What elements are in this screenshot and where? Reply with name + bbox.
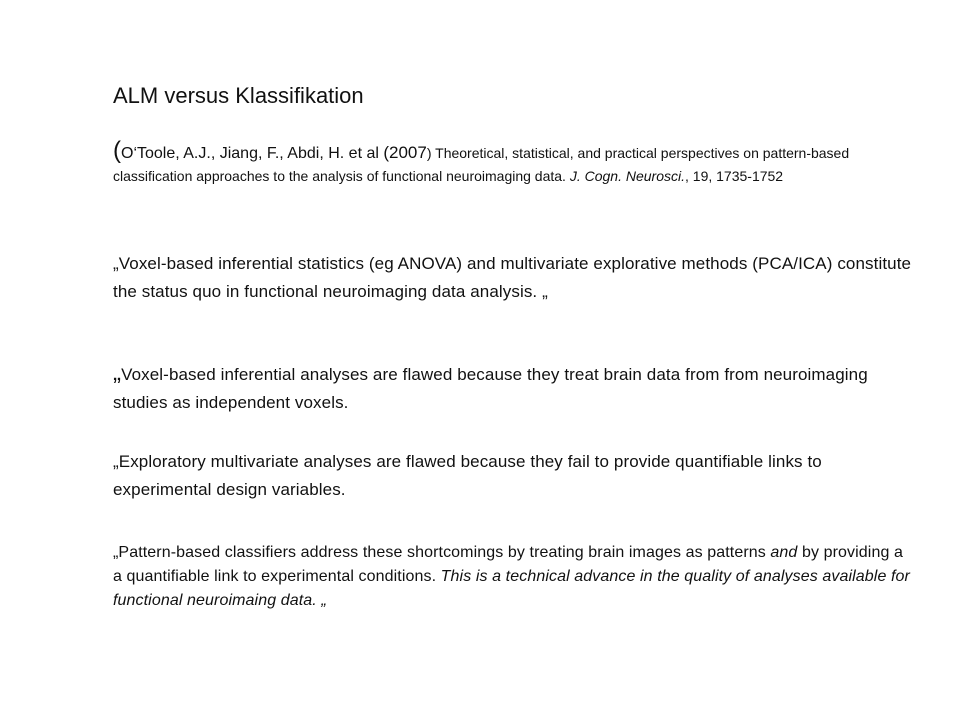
quote-exploratory-flawed: „Exploratory multivariate analyses are flawed because they fail to provide quantifiable links to experimental design variables. [113, 452, 822, 499]
quote-pattern-and: and [770, 544, 798, 561]
citation [113, 137, 913, 187]
quote-voxel-flawed [113, 359, 913, 417]
quote-open-mark: „ [113, 359, 122, 386]
citation-volume: , 19, 1735-1752 [685, 168, 784, 184]
citation-open-paren: ( [113, 137, 121, 164]
citation-authors: O‘Toole, A.J., Jiang, F., Abdi, H. et al [121, 145, 384, 162]
quote-pattern-advance: This is a technical advance in the quality of analyses available for functional neuroimaing data. „ [113, 568, 910, 609]
citation-journal: J. Cogn. Neurosci. [569, 168, 686, 184]
quote-status-quo: „Voxel-based inferential statistics (eg ANOVA) and multivariate explorative methods (PCA/ICA) constitute the status quo in functional neuroimaging data analysis. „ [113, 254, 912, 301]
quote-voxel-flawed-text: Voxel-based inferential analyses are flawed because they treat brain data from from neuroimaging studies as independent voxels. [113, 365, 868, 412]
quote-pattern-classifiers [113, 541, 913, 613]
slide-title: ALM versus Klassifikation [113, 83, 364, 108]
quote-pattern-part3: by providing a a quantifiable link to experimental conditions. [113, 544, 903, 585]
citation-year: (2007 [383, 143, 427, 162]
citation-text: ) Theoretical, statistical, and practical perspectives on pattern-based classification approaches to the analysis of functional neuroimaging data. [113, 145, 850, 184]
quote-pattern-part1: „Pattern-based classifiers address these shortcomings by treating brain images as patterns [113, 544, 771, 561]
